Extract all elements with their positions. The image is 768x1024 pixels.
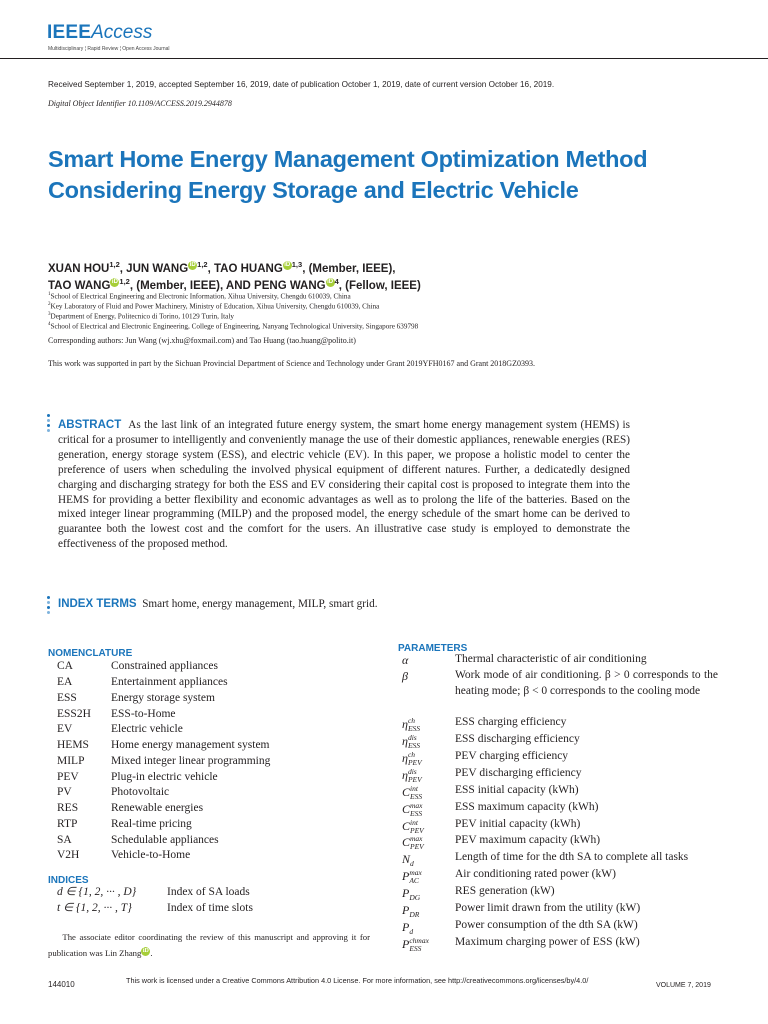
param-def: Power limit drawn from the utility (kW) [455, 902, 641, 914]
param-def: Thermal characteristic of air conditioning [455, 653, 647, 665]
param-def: ESS maximum capacity (kWh) [455, 801, 599, 813]
header-divider [0, 58, 768, 59]
license-note[interactable]: This work is licensed under a Creative Commons Attribution 4.0 License. For more information, see http://creativecommons.org/licenses/by/4.0/ [126, 976, 589, 985]
param-def: Work mode of air conditioning. β > 0 corresponds to the heating mode; β < 0 corresponds to the cooling mode [455, 669, 718, 697]
author-role: , (Fellow, IEEE) [338, 279, 421, 292]
author-role: , (Member, IEEE), AND [129, 279, 251, 292]
param-symbol: $P_{DG}$ [402, 886, 421, 903]
param-def: ESS discharging efficiency [455, 733, 580, 745]
nomenclature-row: EA Entertainment appliances [57, 676, 228, 688]
index-terms-label: INDEX TERMS [58, 598, 137, 610]
nomenclature-row: EV Electric vehicle [57, 723, 183, 735]
nomenclature-heading: NOMENCLATURE [48, 648, 133, 659]
abstract [58, 418, 630, 552]
journal-tagline: Multidisciplinary ¦ Rapid Review ¦ Open Access Journal [48, 46, 170, 52]
param-symbol: $\eta^{ch}_{ESS}$ [402, 716, 421, 734]
author-affil: 1,3 [291, 260, 303, 269]
param-def: Air conditioning rated power (kW) [455, 868, 616, 880]
param-symbol: $\eta^{dis}_{PEV}$ [402, 767, 422, 785]
affiliation: $^3$Department of Energy, Politecnico di Torino, 10129 Turin, Italy [48, 312, 234, 321]
param-symbol: β [402, 669, 408, 683]
editor-note: The associate editor coordinating the review of this manuscript and approving it for publication was Lin Zhang iD . [48, 932, 371, 958]
param-def: PEV maximum capacity (kWh) [455, 834, 601, 846]
author-name: TAO HUANG [213, 262, 283, 275]
param-symbol: $P_d$ [402, 920, 414, 937]
author-affil: 1,2 [119, 277, 130, 286]
nomenclature-row: RTP Real-time pricing [57, 818, 192, 830]
orcid-icon[interactable]: iD [189, 262, 196, 268]
author-line-2 [48, 277, 421, 292]
param-def: ESS charging efficiency [455, 716, 567, 728]
author-name: TAO WANG [48, 279, 111, 292]
received-dates: Received September 1, 2019, accepted September 16, 2019, date of publication October 1, 2019, date of current version October 16, 2019. [48, 80, 555, 89]
nomenclature-row: CA Constrained appliances [57, 660, 218, 672]
param-def: PEV initial capacity (kWh) [455, 818, 581, 830]
affiliation: $^4$School of Electrical and Electronic Engineering, College of Engineering, Nanyang Technological University, Singapore 639798 [48, 322, 419, 331]
nomenclature-row: ESS Energy storage system [57, 692, 215, 704]
param-def: Power consumption of the dth SA (kW) [455, 919, 638, 931]
index-terms-text: Smart home, energy management, MILP, smart grid. [142, 598, 378, 610]
author-affil: 1,2 [197, 260, 208, 269]
parameters-heading: PARAMETERS [398, 643, 468, 654]
author-name: PENG WANG [254, 279, 326, 292]
author-role: , (Member, IEEE), [302, 262, 396, 275]
orcid-icon[interactable]: iD [284, 262, 291, 268]
indices-heading: INDICES [48, 875, 89, 886]
param-symbol: $C^{max}_{PEV}$ [402, 834, 424, 852]
index-row: t ∈ {1, 2, ··· , T} Index of time slots [57, 902, 253, 914]
affiliation: $^2$Key Laboratory of Fluid and Power Machinery, Ministry of Education, Xihua University, Chengdu 610039, China [48, 302, 380, 311]
nomenclature-row: MILP Mixed integer linear programming [57, 755, 271, 767]
param-def: Length of time for the dth SA to complete all tasks [455, 851, 689, 863]
author-line-1: XUAN HOU$^{1,2}$, JUN WANG iD $^{1,2}$, TAO HUANG iD $^{1,3}$, (Member, IEEE), [48, 260, 396, 275]
param-symbol: $P_{DR}$ [402, 903, 420, 920]
orcid-icon[interactable]: iD [111, 279, 118, 285]
param-symbol: $P^{chmax}_{ESS}$ [402, 936, 429, 954]
nomenclature-row: ESS2H ESS-to-Home [57, 708, 176, 720]
param-symbol: $C^{int}_{PEV}$ [402, 818, 424, 836]
abstract-label: ABSTRACT [58, 419, 122, 431]
author-name: XUAN HOU [48, 262, 110, 275]
nomenclature-row: PEV Plug-in electric vehicle [57, 771, 218, 783]
journal-brand: IEEE [47, 22, 92, 43]
param-def: RES generation (kW) [455, 885, 555, 897]
param-symbol: $\eta^{dis}_{ESS}$ [402, 733, 421, 751]
doi[interactable]: Digital Object Identifier 10.1109/ACCESS.2019.2944878 [48, 99, 232, 108]
volume-label: VOLUME 7, 2019 [656, 982, 711, 989]
orcid-icon[interactable]: iD [142, 947, 149, 954]
page-number: 144010 [48, 980, 75, 989]
param-symbol: $N_d$ [402, 852, 414, 869]
param-def: PEV charging efficiency [455, 750, 569, 762]
param-symbol: $C^{max}_{ESS}$ [402, 801, 423, 819]
param-symbol: $\eta^{ch}_{PEV}$ [402, 750, 422, 768]
corresponding-authors: Corresponding authors: Jun Wang (wj.xhu@foxmail.com) and Tao Huang (tao.huang@polito.it) [48, 336, 356, 345]
paper-title: Smart Home Energy Management Optimization Method Considering Energy Storage and Electric Vehicle [48, 146, 648, 203]
nomenclature-row: V2H Vehicle-to-Home [57, 849, 191, 861]
nomenclature-row: HEMS Home energy management system [57, 739, 270, 751]
author-affil: 4 [334, 277, 339, 286]
param-def: PEV discharging efficiency [455, 767, 582, 779]
journal-logo [47, 22, 152, 44]
param-symbol: $P^{max}_{AC}$ [402, 868, 422, 886]
param-def: ESS initial capacity (kWh) [455, 784, 579, 796]
section-dots-icon [47, 414, 51, 434]
author-name: JUN WANG [126, 262, 189, 275]
section-dots-icon [47, 596, 51, 616]
index-row: d ∈ {1, 2, ··· , D} Index of SA loads [57, 886, 250, 898]
nomenclature-row: PV Photovoltaic [57, 786, 170, 798]
nomenclature-row: SA Schedulable appliances [57, 834, 219, 846]
param-symbol: α [402, 653, 409, 667]
param-symbol: $C^{int}_{ESS}$ [402, 784, 423, 802]
orcid-icon[interactable]: iD [327, 279, 334, 285]
param-def: Maximum charging power of ESS (kW) [455, 936, 640, 948]
nomenclature-row: RES Renewable energies [57, 802, 204, 814]
affiliation: $^1$School of Electrical Engineering and Electronic Information, Xihua University, Chengdu 610039, China [48, 292, 351, 301]
index-terms [58, 598, 378, 610]
funding-note: This work was supported in part by the Sichuan Provincial Department of Science and Technology under Grant 2019YFH0167 and Grant 2018GZ0393. [48, 359, 535, 368]
journal-name: Access [91, 22, 153, 43]
author-affil: 1,2 [109, 260, 120, 269]
abstract-text: As the last link of an integrated future energy system, the smart home energy management system (HEMS) is critical for a prosumer to intelligently and conveniently manage the use of their domestic appliances, renewable energies (RES) generation, energy storage system (ESS), and electric vehicle (EV). In this paper, we propose a holistic model to center the preference of users when scheduling the involved physical equipment of different natures. Further, a dedicatedly designed charging and discharging strategy for both the ESS and EV considering their capital cost is proposed to integrate them into the HEMS for providing a better flexibility and economic advantages as well as to prolong the life of the batteries. Based on the mixed integer linear programming (MILP) and the proposed model, the energy schedule of the smart home can be derived to guarantee both the lowest cost and the comfort for the users. An illustrative case study is employed to demonstrate the effectiveness of the proposed method. [58, 419, 631, 551]
